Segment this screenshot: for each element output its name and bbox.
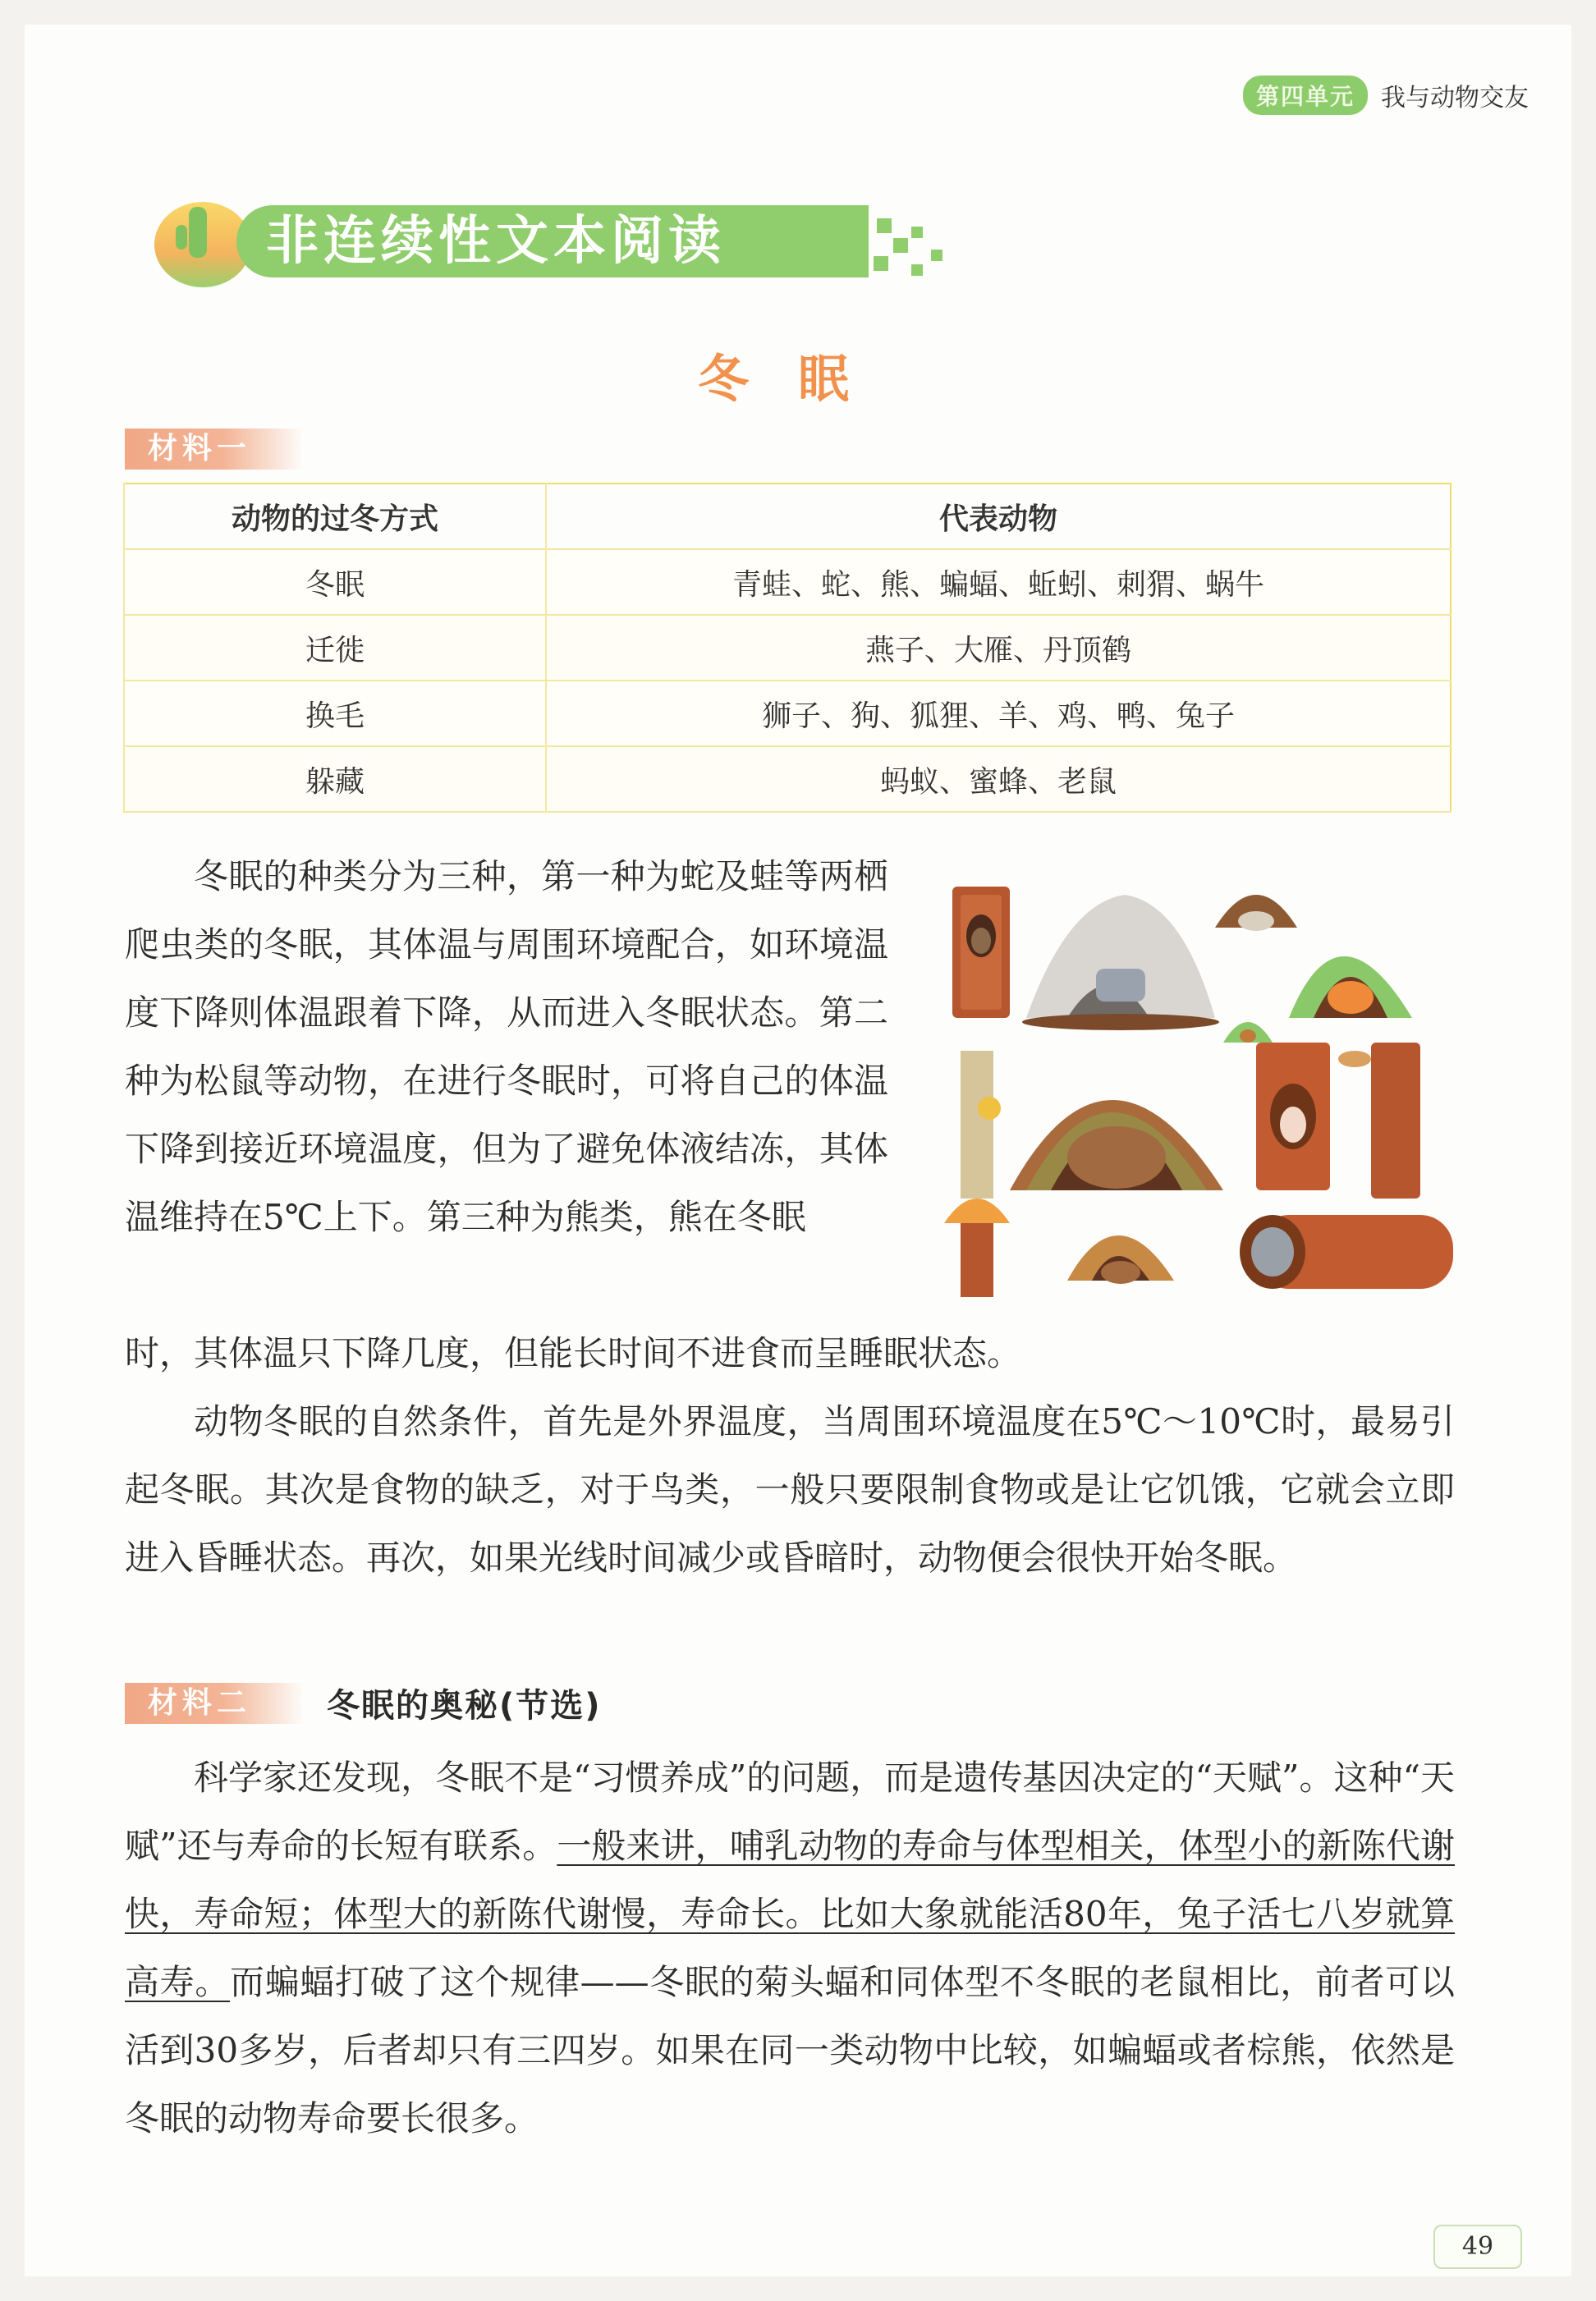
article-title: 冬眠 (697, 349, 898, 409)
table-cell: 换毛 (124, 681, 546, 746)
table-cell: 躲藏 (124, 746, 546, 812)
material-label-2: 材料二 (125, 1683, 304, 1724)
table-header-row (124, 484, 1451, 549)
table-cell: 青蛙、蛇、熊、蝙蝠、蚯蚓、刺猬、蜗牛 (546, 549, 1451, 615)
paragraph-natural-conditions: 动物冬眠的自然条件，首先是外界温度，当周围环境温度在5℃～10℃时，最易引起冬眠。其次是食物的缺乏，对于鸟类，一般只要限制食物或是让它饥饿，它就会立即进入昏睡状态。再次，如果光线时间减少或昏暗时，动物便会很快开始冬眠。 (125, 1401, 1455, 1578)
paragraph-hibernation-types-end: 时，其体温只下降几度，但能长时间不进食而呈睡眠状态。 (125, 1333, 1022, 1373)
hibernating-animals-illustration (944, 862, 1470, 1305)
paragraph-hibernation-types: 冬眠的种类分为三种，第一种为蛇及蛙等两栖爬虫类的冬眠，其体温与周围环境配合，如环境温度下降则体温跟着下降，从而进入冬眠状态。第二种为松鼠等动物，在进行冬眠时，可将自己的体温下降到接近环境温度，但为了避免体液结冻，其体温维持在5℃上下。第三种为熊类，熊在冬眠 (125, 856, 888, 1237)
text-segment: 而蝙蝠打破了这个规律——冬眠的菊头蝠和同体型不冬眠的老鼠相比，前者可以活到30多岁，后者却只有三四岁。如果在同一类动物中比较，如蝙蝠或者棕熊，依然是冬眠的动物寿命要长很多。 (125, 1962, 1455, 2138)
table-cell: 迁徙 (124, 615, 546, 681)
table-row (124, 615, 1451, 681)
table-row (124, 681, 1451, 746)
material-label-1: 材料一 (125, 429, 304, 470)
pixel-decoration (877, 218, 892, 233)
banner-title: 非连续性文本阅读 (266, 211, 726, 272)
table-cell: 冬眠 (124, 549, 546, 615)
unit-badge: 第四单元 (1243, 76, 1368, 115)
paragraph-hibernation-secret (125, 1744, 1455, 2152)
table-header: 动物的过冬方式 (124, 484, 546, 549)
material-2-subtitle: 冬眠的奥秘(节选) (327, 1687, 602, 1725)
unit-title: 我与动物交友 (1381, 84, 1529, 112)
table-cell: 蚂蚁、蜜蜂、老鼠 (546, 746, 1451, 812)
table-row (124, 746, 1451, 812)
textbook-page (25, 25, 1571, 2276)
cactus-icon (189, 207, 207, 258)
table-row (124, 549, 1451, 615)
section-banner (122, 177, 942, 292)
unit-header (1243, 76, 1529, 115)
page-number: 49 (1433, 2225, 1522, 2269)
underlined-sentence: 一般来讲，哺乳动物的寿命与体型相关，体型小的新陈代谢快，寿命短；体型大的新陈代谢慢，寿命长。比如大象就能活80年，兔子活七八岁就算高寿。 (125, 1826, 1455, 2002)
table-header: 代表动物 (546, 484, 1451, 549)
table-cell: 燕子、大雁、丹顶鹤 (546, 615, 1451, 681)
text-segment: 科学家还发现，冬眠不是“习惯养成”的问题，而是遗传基因决定的“天赋”。这种“天赋”还与寿命的长短有联系。 (125, 1758, 1455, 1866)
table-cell: 狮子、狗、狐狸、羊、鸡、鸭、兔子 (546, 681, 1451, 746)
winter-methods-table (123, 483, 1452, 813)
